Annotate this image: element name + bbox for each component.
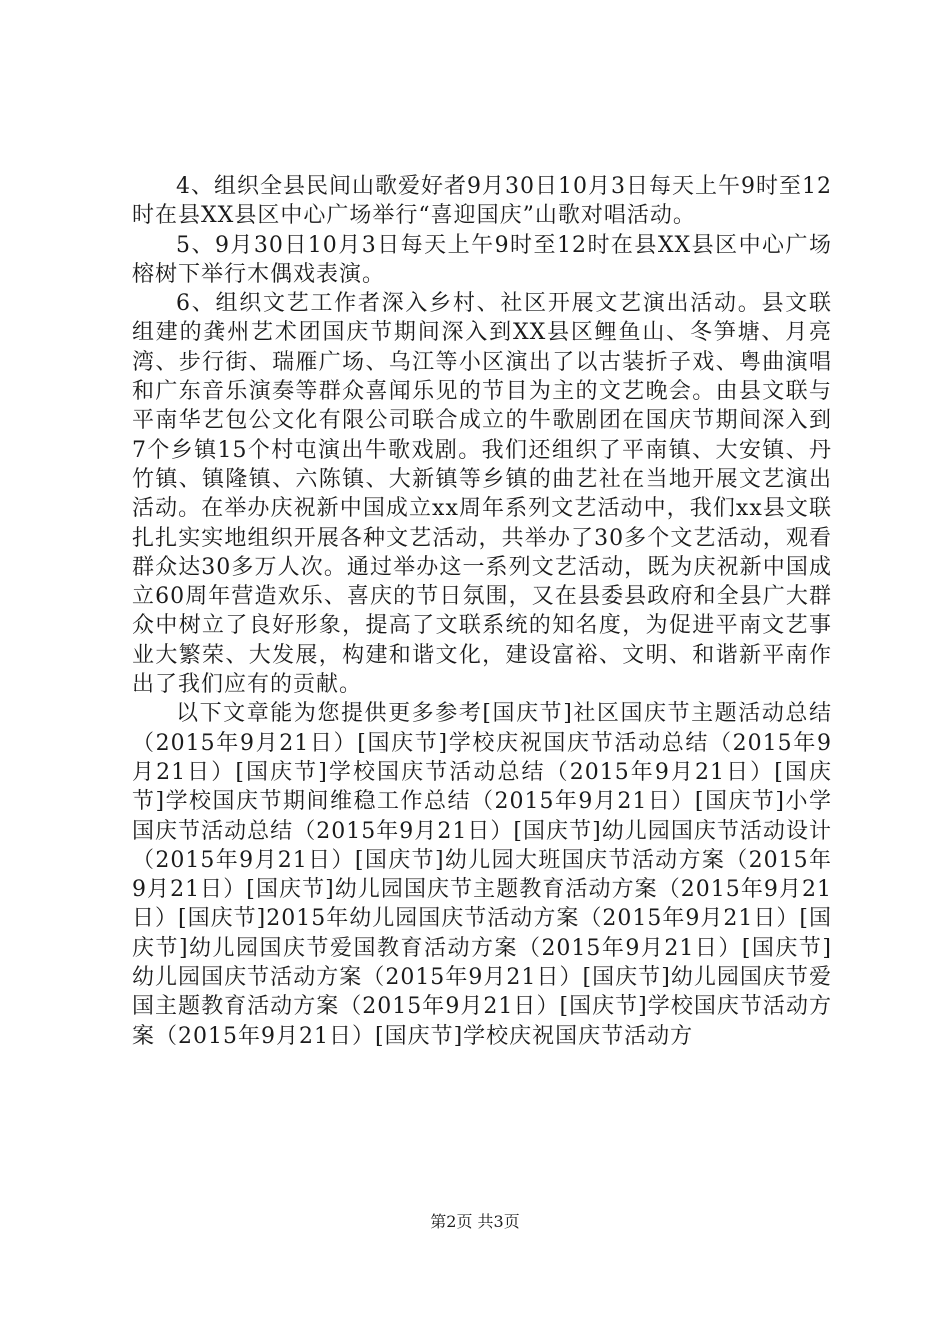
document-body bbox=[132, 172, 832, 1051]
paragraph-item-4: 4、组织全县民间山歌爱好者9月30日10月3日每天上午9时至12时在县XX县区中心广场举行“喜迎国庆”山歌对唱活动。 bbox=[132, 174, 832, 229]
paragraph-item-6: 6、组织文艺工作者深入乡村、社区开展文艺演出活动。县文联组建的龚州艺术团国庆节期间深入到XX县区鲤鱼山、冬笋塘、月亮湾、步行街、瑞雁广场、乌江等小区演出了以古装折子戏、粤曲演唱和广东音乐演奏等群众喜闻乐见的节目为主的文艺晚会。由县文联与平南华艺包公文化有限公司联合成立的牛歌剧团在国庆节期间深入到7个乡镇15个村屯演出牛歌戏剧。我们还组织了平南镇、大安镇、丹竹镇、镇隆镇、六陈镇、大新镇等乡镇的曲艺社在当地开展文艺演出活动。在举办庆祝新中国成立xx周年系列文艺活动中，我们xx县文联扎扎实实地组织开展各种文艺活动，共举办了30多个文艺活动，观看群众达30多万人次。通过举办这一系列文艺活动，既为庆祝新中国成立60周年营造欢乐、喜庆的节日氛围，又在县委县政府和全县广大群众中树立了良好形象，提高了文联系统的知名度，为促进平南文艺事业大繁荣、大发展，构建和谐文化，建设富裕、文明、和谐新平南作出了我们应有的贡献。 bbox=[132, 291, 832, 698]
related-articles-paragraph: 以下文章能为您提供更多参考[国庆节]社区国庆节主题活动总结（2015年9月21日）[国庆节]学校庆祝国庆节活动总结（2015年9月21日）[国庆节]学校国庆节活动总结（2015年9月21日）[国庆节]学校国庆节期间维稳工作总结（2015年9月21日）[国庆节]小学国庆节活动总结（2015年9月21日）[国庆节]幼儿园国庆节活动设计（2015年9月21日）[国庆节]幼儿园大班国庆节活动方案（2015年9月21日）[国庆节]幼儿园国庆节主题教育活动方案（2015年9月21日）[国庆节]2015年幼儿园国庆节活动方案（2015年9月21日）[国庆节]幼儿园国庆节爱国教育活动方案（2015年9月21日）[国庆节]幼儿园国庆节活动方案（2015年9月21日）[国庆节]幼儿园国庆节爱国主题教育活动方案（2015年9月21日）[国庆节]学校国庆节活动方案（2015年9月21日）[国庆节]学校庆祝国庆节活动方 bbox=[132, 701, 832, 1049]
page-number-footer: 第2页 共3页 bbox=[430, 1212, 520, 1231]
paragraph-item-5: 5、9月30日10月3日每天上午9时至12时在县XX县区中心广场榕树下举行木偶戏表演。 bbox=[132, 232, 832, 287]
